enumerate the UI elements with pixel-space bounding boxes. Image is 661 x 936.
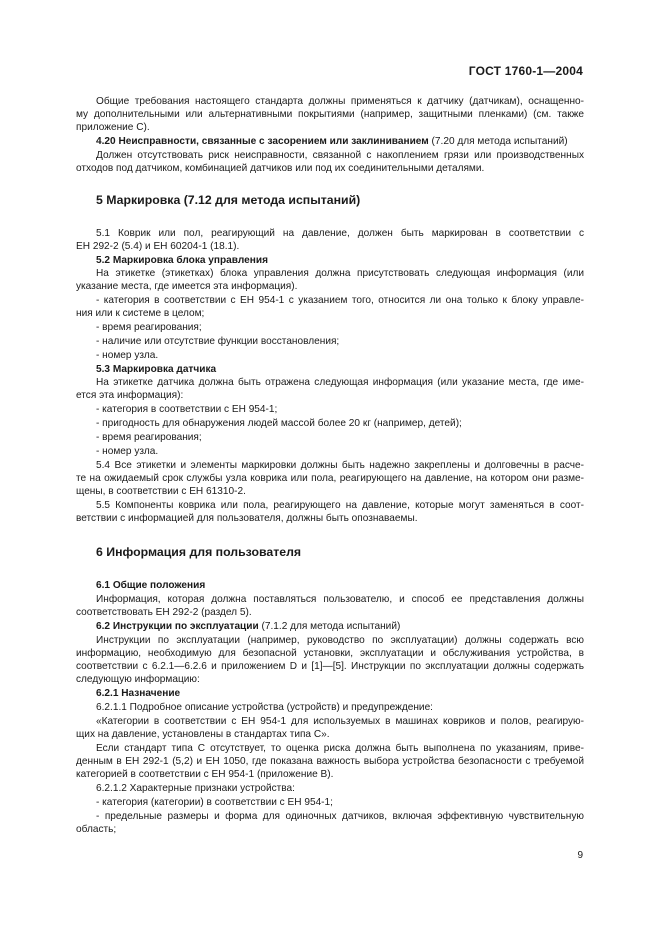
text-line xyxy=(96,499,584,512)
line-text: отходов под датчиком, комбинацией датчиков или под их соединительными деталями. xyxy=(76,163,485,174)
line-text: «Категории в соответствии с ЕН 954-1 для используемых в машинах ковриков и полов, реагирую- xyxy=(96,716,584,727)
text-line xyxy=(96,620,584,633)
subsection-title: 6.2.1 Назначение xyxy=(96,688,181,699)
text-line xyxy=(96,593,584,606)
text-line xyxy=(76,768,584,781)
text-line xyxy=(96,363,584,376)
line-text: категорией в соответствии с ЕН 954-1 (приложение В). xyxy=(76,769,334,780)
text-line xyxy=(96,715,584,728)
line-text: Инструкции по эксплуатации (например, руководство по эксплуатации) должны содержать всю xyxy=(96,635,584,646)
text-line xyxy=(76,512,584,525)
section-heading xyxy=(96,194,584,208)
line-text: - категория в соответствии с ЕН 954-1 с указанием того, относится ли она только к блоку управле- xyxy=(96,295,584,306)
text-line xyxy=(96,267,584,280)
line-text: - категория (категории) в соответствии с ЕН 954-1; xyxy=(96,797,333,808)
text-line xyxy=(96,796,584,809)
subsection-title: 6.2 Инструкции по эксплуатации xyxy=(96,621,259,632)
text-line xyxy=(96,335,584,348)
text-line xyxy=(76,108,584,121)
text-line xyxy=(96,782,584,795)
text-line xyxy=(76,472,584,485)
line-text: Общие требования настоящего стандарта должны применяться к датчику (датчикам), оснащенно- xyxy=(96,96,584,107)
text-line xyxy=(96,742,584,755)
text-line xyxy=(96,445,584,458)
line-text: щены, в соответствии с ЕН 61310-2. xyxy=(76,486,246,497)
line-text: указание места, где имеется эта информация). xyxy=(76,281,298,292)
line-text: ЕН 292-2 (5.4) и ЕН 60204-1 (18.1). xyxy=(76,241,240,252)
line-text: Должен отсутствовать риск неисправности, связанной с накоплением грязи или производственных xyxy=(96,150,584,161)
text-line xyxy=(76,121,584,134)
text-line xyxy=(96,403,584,416)
line-text: область; xyxy=(76,824,117,835)
line-text: - пригодность для обнаружения людей массой более 20 кг (например, детей); xyxy=(96,418,462,429)
text-line xyxy=(76,823,584,836)
text-line xyxy=(96,321,584,334)
text-line xyxy=(96,431,584,444)
line-text: му дополнительными или альтернативными покрытиями (например, защитными пленками) (см. также xyxy=(76,109,584,120)
subsection-title: 6.1 Общие положения xyxy=(96,580,206,591)
text-line xyxy=(76,673,584,686)
text-line xyxy=(76,755,584,768)
line-text: - категория в соответствии с ЕН 954-1; xyxy=(96,404,278,415)
line-text: соответствии с 6.2.1—6.2.6 и приложением D и [1]—[5]. Инструкции по эксплуатации должны содержать xyxy=(76,661,584,672)
text-line xyxy=(76,162,584,175)
text-line xyxy=(96,634,584,647)
text-line xyxy=(96,687,584,700)
line-text: приложение С). xyxy=(76,122,150,133)
line-text: (7.1.2 для метода испытаний) xyxy=(258,621,401,632)
subsection-title: 5.3 Маркировка датчика xyxy=(96,364,217,375)
text-line xyxy=(96,349,584,362)
text-line xyxy=(76,728,584,741)
text-line xyxy=(96,95,584,108)
text-line xyxy=(76,485,584,498)
text-line xyxy=(76,307,584,320)
line-text: - номер узла. xyxy=(96,350,159,361)
line-text: информацию, необходимую для безопасной установки, эксплуатации и обслуживания устройства, в xyxy=(76,648,584,659)
line-text: - наличие или отсутствие функции восстановления; xyxy=(96,336,340,347)
text-line xyxy=(76,606,584,619)
subsection-title: 4.20 Неисправности, связанные с засорением или заклиниванием xyxy=(96,136,429,147)
text-line xyxy=(76,647,584,660)
text-line xyxy=(76,660,584,673)
text-line xyxy=(76,280,584,293)
line-text: (7.20 для метода испытаний) xyxy=(428,136,568,147)
line-text: следующую информацию: xyxy=(76,674,200,685)
line-text: - номер узла. xyxy=(96,446,159,457)
text-line xyxy=(96,417,584,430)
line-text: 5.1 Коврик или пол, реагирующий на давление, должен быть маркирован в соответствии с xyxy=(96,228,584,239)
line-text: 5.4 Все этикетки и элементы маркировки должны быть надежно закреплены и долговечны в расче- xyxy=(96,460,584,471)
line-text: Информация, которая должна поставляться пользователю, и способ ее представления должны xyxy=(96,594,584,605)
line-text: ется эта информация): xyxy=(76,390,184,401)
line-text: Если стандарт типа С отсутствует, то оценка риска должна быть выполнена по указаниям, приве- xyxy=(96,743,584,754)
page-number: 9 xyxy=(577,850,583,861)
line-text: 6.2.1.2 Характерные признаки устройства: xyxy=(96,783,295,794)
subsection-title: 5.2 Маркировка блока управления xyxy=(96,255,268,266)
line-text: ветствии с информацией для пользователя, должны быть опознаваемы. xyxy=(76,513,418,524)
text-line xyxy=(76,240,584,253)
text-line xyxy=(96,579,584,592)
line-text: те на ожидаемый срок службы узла коврика или пола, реагирующего на давление, на котором они разме- xyxy=(76,473,584,484)
text-line xyxy=(76,389,584,402)
line-text: соответствовать ЕН 292-2 (раздел 5). xyxy=(76,607,252,618)
text-line xyxy=(96,459,584,472)
line-text: - время реагирования; xyxy=(96,322,202,333)
text-line xyxy=(96,227,584,240)
line-text: 5.5 Компоненты коврика или пола, реагирующего на давление, которые могут заменяться в соот- xyxy=(96,500,584,511)
text-line xyxy=(96,376,584,389)
text-line xyxy=(96,149,584,162)
line-text: На этикетке (этикетках) блока управления должна присутствовать следующая информация (или xyxy=(96,268,584,279)
line-text: денным в ЕН 292-1 (5,2) и ЕН 1050, где показана важность выбора устройства безопасности с требуемой xyxy=(76,756,584,767)
text-line xyxy=(96,135,584,148)
text-line xyxy=(96,254,584,267)
line-text: 6.2.1.1 Подробное описание устройства (устройств) и предупреждение: xyxy=(96,702,433,713)
line-text: щих на давление, установлены в стандартах типа С». xyxy=(76,729,330,740)
line-text: ния или к системе в целом; xyxy=(76,308,205,319)
section-heading xyxy=(96,546,584,560)
text-line xyxy=(96,810,584,823)
line-text: - предельные размеры и форма для одиночных датчиков, включая эффективную чувствительную xyxy=(96,811,584,822)
standard-code-header: ГОСТ 1760-1—2004 xyxy=(468,64,583,78)
text-line xyxy=(96,701,584,714)
line-text: На этикетке датчика должна быть отражена следующая информация (или указание места, где име- xyxy=(96,377,584,388)
section-heading-text: 5 Маркировка (7.12 для метода испытаний) xyxy=(96,193,361,207)
section-heading-text: 6 Информация для пользователя xyxy=(96,545,302,559)
line-text: - время реагирования; xyxy=(96,432,202,443)
text-line xyxy=(96,294,584,307)
